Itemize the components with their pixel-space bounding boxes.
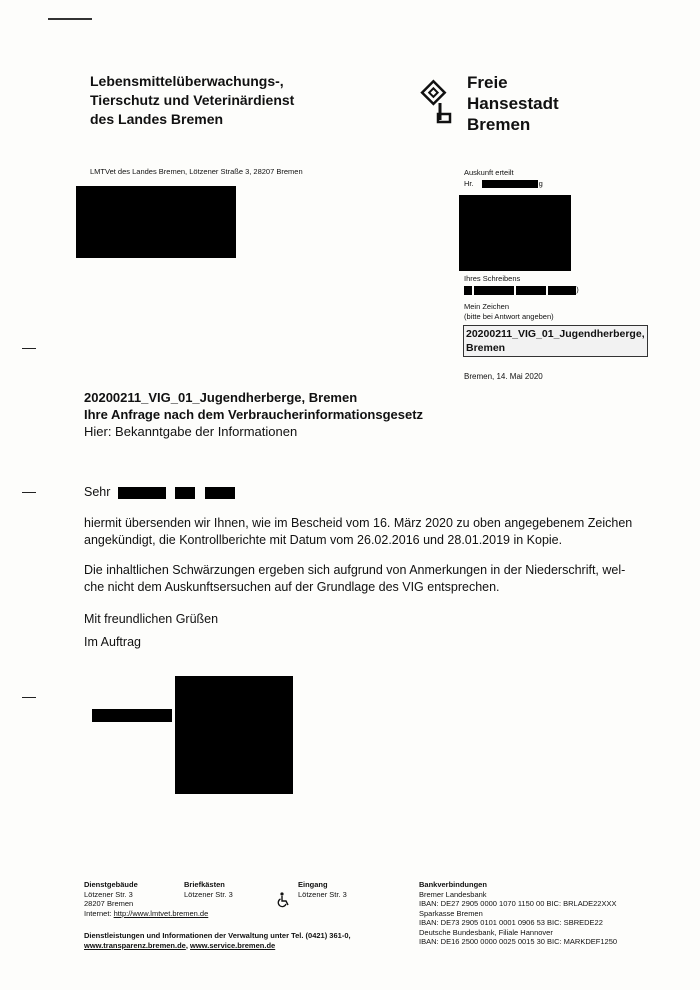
redacted-address: [76, 186, 236, 258]
redacted-name: [92, 709, 172, 722]
mein-zeichen-line: Mein Zeichen: [464, 302, 510, 311]
footer-title: Briefkästen: [184, 880, 225, 889]
redacted-block: [474, 286, 514, 295]
city-line: Freie: [467, 73, 508, 92]
footer-internet: [84, 909, 208, 919]
redacted-block: [118, 487, 166, 499]
footer-line: IBAN: DE27 2905 0000 1070 1150 00 BIC: BRLADE22XXX: [419, 899, 617, 908]
redacted-block: [464, 286, 472, 295]
footer-line: Sparkasse Bremen: [419, 908, 483, 918]
bremen-key-icon: [420, 78, 456, 126]
paragraph-1: [84, 515, 632, 549]
your-reference: [464, 285, 579, 295]
contact-person: [464, 179, 543, 189]
footer-line: Lötzener Str. 3: [298, 889, 347, 899]
paragraph-2: [84, 562, 625, 596]
hr-prefix: Hr.: [464, 179, 474, 188]
mein-zeichen-label: [464, 302, 554, 322]
reference-line: Bremen: [466, 342, 506, 354]
footer-line: Lötzener Str. 3: [184, 889, 233, 899]
salutation-text: Sehr: [84, 485, 111, 499]
footer-title: Dienstgebäude: [84, 880, 138, 889]
footer-line: Lötzener Str. 3: [84, 889, 133, 899]
paragraph-line: hiermit übersenden wir Ihnen, wie im Bescheid vom 16. März 2020 zu oben angegebenem Zeichen: [84, 516, 633, 530]
paragraph-line: che nicht dem Auskunftsersuchen auf der Grundlage des VIG entsprechen.: [84, 580, 500, 594]
footer-line: Deutsche Bundesbank, Filiale Hannover: [419, 927, 553, 937]
reference-line: 20200211_VIG_01_Jugendherberge,: [466, 328, 645, 340]
datum-line: Ihres Schreibens: [464, 274, 521, 283]
footer-line: IBAN: DE73 2905 0101 0001 0906 53 BIC: SBREDE22: [419, 918, 603, 927]
fold-mark: [22, 348, 36, 349]
footer-line: Bremer Landesbank: [419, 889, 487, 899]
redacted-recipient: [459, 195, 571, 271]
scan-mark: [48, 18, 92, 20]
fold-mark: [22, 697, 36, 698]
service-link[interactable]: www.service.bremen.de: [190, 940, 276, 950]
auskunft-label: Auskunft erteilt: [464, 168, 514, 177]
redacted-block: [516, 286, 546, 295]
subject-line: Hier: Bekanntgabe der Informationen: [84, 424, 298, 439]
footer-title: Bankverbindungen: [419, 880, 487, 889]
internet-label: Internet:: [84, 908, 112, 918]
footer-service: [84, 931, 351, 950]
city-name: [467, 72, 559, 135]
salutation: [84, 484, 235, 501]
wheelchair-icon: [276, 892, 290, 908]
subject: [84, 389, 423, 440]
redacted-block: [175, 487, 195, 499]
fold-mark: [22, 492, 36, 493]
paragraph-line: Die inhaltlichen Schwärzungen ergeben sich aufgrund von Anmerkungen in der Niederschrift, wel-: [84, 563, 626, 577]
closing: Mit freundlichen Grüßen: [84, 612, 219, 626]
footer-line: IBAN: DE16 2500 0000 0025 0015 30 BIC: MARKDEF1250: [419, 937, 618, 946]
footer-line: 28207 Bremen: [84, 899, 134, 908]
letter-date: Bremen, 14. Mai 2020: [464, 372, 543, 381]
service-links: [84, 941, 351, 951]
transparenz-link[interactable]: www.transparenz.bremen.de: [84, 940, 186, 950]
link-separator: ,: [185, 940, 191, 950]
org-line: Lebensmittelüberwachungs-,: [90, 73, 284, 89]
internet-link[interactable]: http://www.lmtvet.bremen.de: [113, 908, 209, 918]
city-line: Hansestadt: [467, 94, 559, 113]
service-line: Dienstleistungen und Informationen der Verwaltung unter Tel. (0421) 361-0,: [84, 931, 351, 940]
paragraph-line: angekündigt, die Kontrollberichte mit Datum vom 26.02.2016 und 28.01.2019 in Kopie.: [84, 533, 563, 547]
subject-line: Ihre Anfrage nach dem Verbraucherinformationsgesetz: [84, 407, 424, 422]
subject-line: 20200211_VIG_01_Jugendherberge, Bremen: [84, 390, 358, 405]
footer-briefkaesten: [184, 880, 233, 899]
redacted-name: [482, 180, 538, 188]
im-auftrag: Im Auftrag: [84, 635, 141, 649]
footer-title: Eingang: [298, 880, 328, 889]
redacted-block: [205, 487, 235, 499]
datum-suffix: ): [576, 285, 579, 294]
org-line: Tierschutz und Veterinärdienst: [90, 92, 295, 108]
org-line: des Landes Bremen: [90, 111, 224, 127]
redacted-signature: [175, 676, 293, 794]
hr-suffix: g: [538, 179, 543, 188]
sender-line: LMTVet des Landes Bremen, Lötzener Straße 3, 28207 Bremen: [90, 167, 303, 176]
reference-box: [463, 325, 648, 357]
city-line: Bremen: [467, 115, 531, 134]
redacted-block: [548, 286, 576, 295]
footer-eingang: [298, 880, 347, 899]
organisation-name: [90, 72, 294, 129]
footer-bank: [419, 880, 617, 947]
mein-zeichen-note: (bitte bei Antwort angeben): [464, 312, 554, 321]
